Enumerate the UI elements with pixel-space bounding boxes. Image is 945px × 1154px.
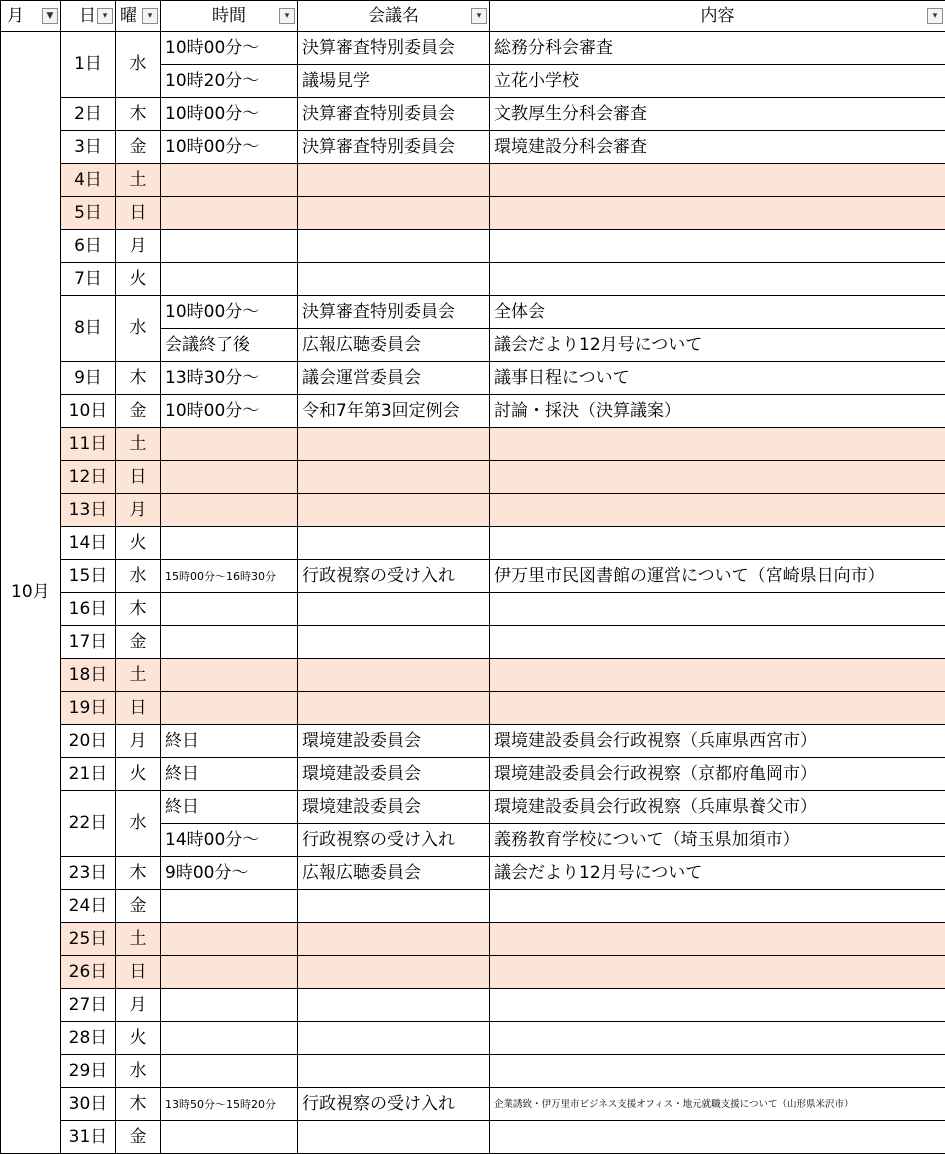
meeting-cell[interactable]	[298, 1022, 490, 1055]
content-cell[interactable]: 伊万里市民図書館の運営について（宮崎県日向市）	[490, 560, 945, 593]
time-header	[161, 1, 298, 32]
day-cell[interactable]: 14日	[61, 527, 116, 560]
meeting-cell[interactable]	[298, 692, 490, 725]
meeting-cell[interactable]: 議場見学	[298, 65, 490, 98]
content-cell[interactable]: 環境建設委員会行政視察（兵庫県西宮市）	[490, 725, 945, 758]
meeting-cell[interactable]	[298, 626, 490, 659]
schedule-row	[1, 395, 945, 428]
content-cell[interactable]: 環境建設委員会行政視察（京都府亀岡市）	[490, 758, 945, 791]
day-cell[interactable]: 1日	[61, 32, 116, 98]
weekday-cell[interactable]: 金	[116, 131, 161, 164]
time-cell[interactable]	[161, 494, 298, 527]
day-cell[interactable]: 22日	[61, 791, 116, 857]
content-cell[interactable]: 環境建設委員会行政視察（兵庫県養父市）	[490, 791, 945, 824]
content-cell[interactable]	[490, 626, 945, 659]
content-cell[interactable]: 文教厚生分科会審査	[490, 98, 945, 131]
day-cell[interactable]: 9日	[61, 362, 116, 395]
schedule-row	[1, 494, 945, 527]
weekday-cell[interactable]: 水	[116, 296, 161, 362]
meeting-filter-icon[interactable]: ▾	[471, 8, 487, 24]
meeting-cell[interactable]	[298, 461, 490, 494]
content-cell[interactable]	[490, 263, 945, 296]
content-cell[interactable]: 議事日程について	[490, 362, 945, 395]
schedule-row	[1, 791, 945, 824]
content-cell[interactable]: 議会だより12月号について	[490, 329, 945, 362]
content-cell[interactable]: 環境建設分科会審査	[490, 131, 945, 164]
content-cell[interactable]	[490, 1022, 945, 1055]
weekday-cell[interactable]: 木	[116, 362, 161, 395]
month-cell[interactable]: 10月	[1, 32, 61, 1154]
meeting-cell[interactable]: 環境建設委員会	[298, 725, 490, 758]
weekday-cell[interactable]: 水	[116, 560, 161, 593]
meeting-cell[interactable]	[298, 1121, 490, 1154]
content-cell[interactable]	[490, 692, 945, 725]
day-cell[interactable]: 7日	[61, 263, 116, 296]
day-filter-icon[interactable]: ▾	[97, 8, 113, 24]
day-cell[interactable]: 8日	[61, 296, 116, 362]
weekday-cell[interactable]: 日	[116, 692, 161, 725]
day-cell[interactable]: 16日	[61, 593, 116, 626]
meeting-cell[interactable]	[298, 890, 490, 923]
weekday-cell[interactable]: 月	[116, 230, 161, 263]
meeting-cell[interactable]: 決算審査特別委員会	[298, 98, 490, 131]
content-cell[interactable]: 企業誘致・伊万里市ビジネス支援オフィス・地元就職支援について（山形県米沢市）	[490, 1088, 945, 1121]
schedule-row	[1, 989, 945, 1022]
meeting-header-label: 会議名	[298, 8, 489, 25]
weekday-cell[interactable]: 木	[116, 857, 161, 890]
content-cell[interactable]	[490, 428, 945, 461]
day-cell[interactable]: 6日	[61, 230, 116, 263]
meeting-cell[interactable]	[298, 956, 490, 989]
meeting-cell[interactable]: 広報広聴委員会	[298, 329, 490, 362]
time-cell[interactable]: 10時00分～	[161, 296, 298, 329]
time-cell[interactable]: 13時30分～	[161, 362, 298, 395]
schedule-body	[1, 32, 945, 1154]
schedule-row	[1, 758, 945, 791]
meeting-cell[interactable]: 環境建設委員会	[298, 791, 490, 824]
schedule-row	[1, 32, 945, 65]
schedule-row	[1, 857, 945, 890]
time-cell[interactable]: 10時00分～	[161, 395, 298, 428]
schedule-row	[1, 1022, 945, 1055]
meeting-cell[interactable]: 行政視察の受け入れ	[298, 560, 490, 593]
time-cell[interactable]	[161, 527, 298, 560]
day-cell[interactable]: 4日	[61, 164, 116, 197]
day-cell[interactable]: 12日	[61, 461, 116, 494]
schedule-row	[1, 593, 945, 626]
weekday-cell[interactable]: 日	[116, 461, 161, 494]
schedule-row	[1, 197, 945, 230]
content-cell[interactable]	[490, 461, 945, 494]
content-cell[interactable]	[490, 989, 945, 1022]
meeting-cell[interactable]	[298, 230, 490, 263]
content-filter-icon[interactable]: ▾	[927, 8, 943, 24]
schedule-row	[1, 296, 945, 329]
day-cell[interactable]: 19日	[61, 692, 116, 725]
weekday-cell[interactable]: 木	[116, 98, 161, 131]
time-cell[interactable]: 10時00分～	[161, 131, 298, 164]
meeting-cell[interactable]	[298, 164, 490, 197]
time-header-label: 時間	[161, 8, 297, 25]
time-cell[interactable]: 終日	[161, 725, 298, 758]
day-cell[interactable]: 29日	[61, 1055, 116, 1088]
time-cell[interactable]: 10時00分～	[161, 98, 298, 131]
day-cell[interactable]: 24日	[61, 890, 116, 923]
meeting-cell[interactable]	[298, 197, 490, 230]
schedule-row	[1, 1121, 945, 1154]
schedule-row	[1, 98, 945, 131]
meeting-cell[interactable]: 決算審査特別委員会	[298, 32, 490, 65]
weekday-header	[116, 1, 161, 32]
weekday-cell[interactable]: 火	[116, 1022, 161, 1055]
weekday-cell[interactable]: 土	[116, 164, 161, 197]
schedule-row	[1, 692, 945, 725]
day-header	[61, 1, 116, 32]
time-cell[interactable]	[161, 692, 298, 725]
day-cell[interactable]: 15日	[61, 560, 116, 593]
weekday-cell[interactable]: 木	[116, 1088, 161, 1121]
schedule-row	[1, 230, 945, 263]
month-header-label: 月	[1, 8, 60, 25]
schedule-row	[1, 923, 945, 956]
content-cell[interactable]	[490, 494, 945, 527]
weekday-cell[interactable]: 火	[116, 758, 161, 791]
meeting-cell[interactable]	[298, 593, 490, 626]
time-cell[interactable]	[161, 659, 298, 692]
month-header	[1, 1, 61, 32]
day-cell[interactable]: 13日	[61, 494, 116, 527]
schedule-row	[1, 164, 945, 197]
meeting-cell[interactable]: 環境建設委員会	[298, 758, 490, 791]
schedule-row	[1, 890, 945, 923]
content-cell[interactable]	[490, 1121, 945, 1154]
header-row	[1, 1, 945, 32]
content-header-label: 内容	[490, 8, 945, 25]
content-cell[interactable]	[490, 1055, 945, 1088]
meeting-cell[interactable]	[298, 659, 490, 692]
day-cell[interactable]: 3日	[61, 131, 116, 164]
meeting-cell[interactable]: 行政視察の受け入れ	[298, 1088, 490, 1121]
day-header-label: 日	[61, 8, 115, 25]
time-cell[interactable]: 会議終了後	[161, 329, 298, 362]
weekday-cell[interactable]: 日	[116, 956, 161, 989]
content-cell[interactable]	[490, 197, 945, 230]
day-cell[interactable]: 2日	[61, 98, 116, 131]
meeting-cell[interactable]	[298, 1055, 490, 1088]
time-cell[interactable]	[161, 164, 298, 197]
schedule-row	[1, 263, 945, 296]
weekday-cell[interactable]: 金	[116, 395, 161, 428]
meeting-cell[interactable]	[298, 428, 490, 461]
schedule-row	[1, 626, 945, 659]
time-cell[interactable]	[161, 263, 298, 296]
content-cell[interactable]: 総務分科会審査	[490, 32, 945, 65]
weekday-cell[interactable]: 月	[116, 725, 161, 758]
meeting-cell[interactable]: 行政視察の受け入れ	[298, 824, 490, 857]
schedule-row	[1, 527, 945, 560]
weekday-cell[interactable]: 日	[116, 197, 161, 230]
content-cell[interactable]	[490, 890, 945, 923]
content-cell[interactable]	[490, 593, 945, 626]
time-cell[interactable]	[161, 956, 298, 989]
time-cell[interactable]: 13時50分～15時20分	[161, 1088, 298, 1121]
day-cell[interactable]: 30日	[61, 1088, 116, 1121]
time-filter-icon[interactable]: ▾	[279, 8, 295, 24]
day-cell[interactable]: 27日	[61, 989, 116, 1022]
meeting-cell[interactable]	[298, 923, 490, 956]
day-cell[interactable]: 25日	[61, 923, 116, 956]
meeting-cell[interactable]	[298, 494, 490, 527]
day-cell[interactable]: 28日	[61, 1022, 116, 1055]
time-cell[interactable]	[161, 1121, 298, 1154]
day-cell[interactable]: 10日	[61, 395, 116, 428]
time-cell[interactable]	[161, 197, 298, 230]
day-cell[interactable]: 26日	[61, 956, 116, 989]
weekday-cell[interactable]: 土	[116, 923, 161, 956]
time-cell[interactable]	[161, 593, 298, 626]
schedule-row	[1, 560, 945, 593]
content-cell[interactable]	[490, 230, 945, 263]
time-cell[interactable]: 9時00分～	[161, 857, 298, 890]
meeting-cell[interactable]	[298, 263, 490, 296]
content-cell[interactable]: 立花小学校	[490, 65, 945, 98]
weekday-cell[interactable]: 月	[116, 989, 161, 1022]
time-cell[interactable]	[161, 989, 298, 1022]
day-cell[interactable]: 18日	[61, 659, 116, 692]
schedule-row	[1, 131, 945, 164]
time-cell[interactable]	[161, 890, 298, 923]
day-cell[interactable]: 11日	[61, 428, 116, 461]
weekday-cell[interactable]: 金	[116, 1121, 161, 1154]
time-cell[interactable]: 終日	[161, 758, 298, 791]
weekday-cell[interactable]: 土	[116, 428, 161, 461]
weekday-cell[interactable]: 金	[116, 626, 161, 659]
weekday-cell[interactable]: 木	[116, 593, 161, 626]
weekday-cell[interactable]: 火	[116, 527, 161, 560]
schedule-row	[1, 725, 945, 758]
content-cell[interactable]: 義務教育学校について（埼玉県加須市）	[490, 824, 945, 857]
schedule-row	[1, 956, 945, 989]
meeting-header	[298, 1, 490, 32]
day-cell[interactable]: 5日	[61, 197, 116, 230]
time-cell[interactable]: 14時00分～	[161, 824, 298, 857]
content-cell[interactable]: 議会だより12月号について	[490, 857, 945, 890]
weekday-cell[interactable]: 金	[116, 890, 161, 923]
content-cell[interactable]	[490, 956, 945, 989]
weekday-cell[interactable]: 水	[116, 32, 161, 98]
weekday-cell[interactable]: 土	[116, 659, 161, 692]
time-cell[interactable]: 10時00分～	[161, 32, 298, 65]
content-header	[490, 1, 945, 32]
meeting-cell[interactable]	[298, 989, 490, 1022]
time-cell[interactable]	[161, 1055, 298, 1088]
schedule-row	[1, 1088, 945, 1121]
content-cell[interactable]: 討論・採決（決算議案）	[490, 395, 945, 428]
time-cell[interactable]	[161, 461, 298, 494]
time-cell[interactable]: 終日	[161, 791, 298, 824]
meeting-cell[interactable]: 議会運営委員会	[298, 362, 490, 395]
day-cell[interactable]: 20日	[61, 725, 116, 758]
content-cell[interactable]	[490, 527, 945, 560]
month-filter-active-icon[interactable]: ▼	[42, 8, 58, 24]
weekday-cell[interactable]: 水	[116, 1055, 161, 1088]
time-cell[interactable]	[161, 626, 298, 659]
meeting-cell[interactable]: 決算審査特別委員会	[298, 131, 490, 164]
time-cell[interactable]	[161, 230, 298, 263]
day-cell[interactable]: 17日	[61, 626, 116, 659]
meeting-cell[interactable]	[298, 527, 490, 560]
schedule-row	[1, 659, 945, 692]
time-cell[interactable]	[161, 428, 298, 461]
day-cell[interactable]: 31日	[61, 1121, 116, 1154]
content-cell[interactable]	[490, 659, 945, 692]
meeting-cell[interactable]: 決算審査特別委員会	[298, 296, 490, 329]
content-cell[interactable]: 全体会	[490, 296, 945, 329]
schedule-row	[1, 362, 945, 395]
time-cell[interactable]	[161, 1022, 298, 1055]
time-cell[interactable]	[161, 923, 298, 956]
weekday-cell[interactable]: 月	[116, 494, 161, 527]
time-cell[interactable]: 15時00分～16時30分	[161, 560, 298, 593]
meeting-cell[interactable]: 令和7年第3回定例会	[298, 395, 490, 428]
content-cell[interactable]	[490, 164, 945, 197]
schedule-row	[1, 1055, 945, 1088]
meeting-cell[interactable]: 広報広聴委員会	[298, 857, 490, 890]
schedule-row	[1, 428, 945, 461]
weekday-header-label: 曜	[116, 8, 160, 25]
schedule-row	[1, 461, 945, 494]
time-cell[interactable]: 10時20分～	[161, 65, 298, 98]
weekday-cell[interactable]: 火	[116, 263, 161, 296]
content-cell[interactable]	[490, 923, 945, 956]
weekday-filter-icon[interactable]: ▾	[142, 8, 158, 24]
weekday-cell[interactable]: 水	[116, 791, 161, 857]
day-cell[interactable]: 21日	[61, 758, 116, 791]
day-cell[interactable]: 23日	[61, 857, 116, 890]
